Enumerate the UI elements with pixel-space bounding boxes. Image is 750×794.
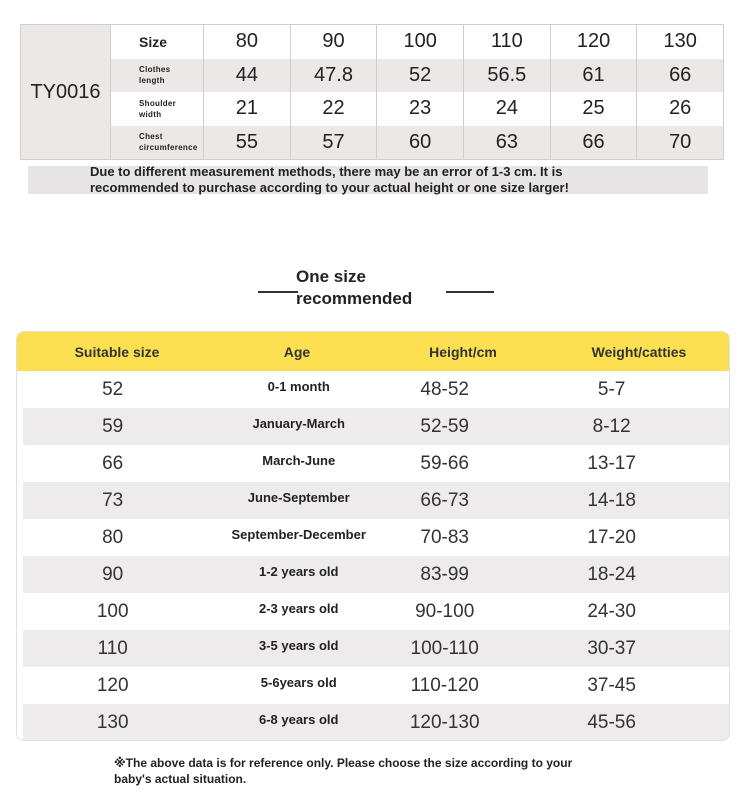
size-chart-cell: 63	[464, 126, 551, 160]
size-cell: 90	[102, 563, 124, 585]
column-header-weight: Weight/catties	[591, 343, 687, 360]
size-chart-cell: 44	[204, 59, 291, 93]
size-chart-header-cell: 80	[204, 25, 291, 59]
weight-cell: 8-12	[592, 415, 631, 437]
label-line: length	[139, 76, 165, 86]
age-cell: September-December	[231, 527, 366, 542]
heading-divider-right	[446, 291, 494, 293]
notice-line: Due to different measurement methods, there may be an error of 1-3 cm. It is	[90, 164, 563, 179]
weight-cell: 17-20	[587, 526, 636, 548]
age-cell: January-March	[252, 416, 345, 431]
age-cell: 2-3 years old	[258, 601, 339, 616]
size-cell: 120	[96, 674, 129, 696]
age-cell: June-September	[247, 490, 350, 505]
size-cell: 66	[102, 452, 124, 474]
size-chart-row-chest-circumference	[111, 126, 723, 160]
size-chart-cell: 57	[291, 126, 378, 160]
size-chart-row-label	[111, 126, 204, 160]
height-cell: 90-100	[415, 600, 475, 622]
age-cell: 6-8 years old	[258, 712, 339, 727]
size-chart-cell: 25	[551, 92, 638, 126]
label-line: width	[139, 109, 162, 119]
table-row	[23, 445, 729, 482]
column-header-age: Age	[283, 343, 311, 360]
size-chart-header-cell: 110	[464, 25, 551, 59]
heading-line: One size	[296, 267, 366, 286]
height-cell: 70-83	[420, 526, 469, 548]
size-cell: 59	[102, 415, 124, 437]
height-cell: 83-99	[420, 563, 469, 585]
weight-cell: 5-7	[597, 378, 626, 400]
table-row	[23, 556, 729, 593]
size-chart-cell: 56.5	[464, 59, 551, 93]
weight-cell: 13-17	[587, 452, 636, 474]
label-line: circumference	[139, 143, 198, 153]
column-header-suitable-size: Suitable size	[74, 343, 160, 360]
weight-cell: 37-45	[587, 674, 636, 696]
size-chart-header-cell: 120	[551, 25, 638, 59]
size-chart-cell: 26	[669, 97, 692, 120]
footnote-line: baby's actual situation.	[114, 772, 247, 786]
age-cell: 3-5 years old	[258, 638, 339, 653]
size-cell: 80	[102, 526, 124, 548]
size-chart-cell: 61	[551, 59, 638, 93]
size-chart-cell: 55	[204, 126, 291, 160]
recommendation-table	[16, 331, 730, 741]
height-cell: 110-120	[410, 674, 479, 696]
table-row	[23, 704, 729, 741]
size-cell: 73	[102, 489, 124, 511]
measurement-notice	[90, 164, 690, 196]
table-body	[23, 371, 729, 741]
size-chart-header-row	[111, 25, 723, 59]
size-chart-row-shoulder-width	[111, 92, 723, 126]
height-cell: 66-73	[420, 489, 469, 511]
weight-cell: 24-30	[587, 600, 636, 622]
table-row	[23, 630, 729, 667]
size-chart-cell: 22	[291, 92, 378, 126]
height-cell: 52-59	[420, 415, 469, 437]
size-chart-grid	[111, 25, 723, 159]
column-header-height: Height/cm	[429, 343, 497, 360]
label-line: Clothes	[139, 65, 171, 75]
size-chart-cell: 21	[204, 92, 291, 126]
size-chart	[20, 24, 724, 160]
notice-line: recommended to purchase according to your actual height or one size larger!	[90, 180, 569, 195]
size-chart-cell: 23	[377, 92, 464, 126]
weight-cell: 30-37	[587, 637, 636, 659]
heading-line: recommended	[296, 289, 413, 308]
size-chart-header-label: Size	[111, 25, 204, 59]
age-cell: 5-6years old	[260, 675, 337, 690]
size-chart-row-clothes-length	[111, 59, 723, 93]
size-chart-header-cell: 130	[663, 30, 697, 53]
height-cell: 100-110	[410, 637, 479, 659]
size-chart-cell: 24	[464, 92, 551, 126]
size-chart-header-cell: 90	[291, 25, 378, 59]
table-row	[23, 519, 729, 556]
size-cell: 110	[97, 637, 128, 659]
size-chart-cell: 66	[551, 126, 638, 160]
footnote	[114, 755, 674, 787]
weight-cell: 45-56	[587, 711, 636, 733]
heading-divider-left	[258, 291, 298, 293]
section-heading	[296, 266, 446, 310]
size-chart-cell: 47.8	[291, 59, 378, 93]
size-chart-row-label	[111, 92, 204, 126]
size-chart-row-label	[111, 59, 204, 93]
size-chart-cell: 70	[669, 130, 692, 153]
weight-cell: 18-24	[587, 563, 636, 585]
table-row	[23, 408, 729, 445]
age-cell: 0-1 month	[267, 379, 330, 394]
table-header	[17, 332, 729, 371]
size-chart-cell: 52	[377, 59, 464, 93]
height-cell: 59-66	[420, 452, 469, 474]
table-row	[23, 593, 729, 630]
size-cell: 130	[96, 711, 129, 733]
size-chart-cell: 66	[669, 63, 692, 86]
model-number: TY0016	[21, 25, 111, 159]
table-row	[23, 371, 729, 408]
size-chart-cell: 60	[377, 126, 464, 160]
size-chart-header-cell: 100	[377, 25, 464, 59]
label-line: Shoulder	[139, 98, 177, 108]
size-cell: 100	[96, 600, 129, 622]
height-cell: 48-52	[420, 378, 469, 400]
footnote-line: ※The above data is for reference only. Please choose the size according to your	[114, 756, 573, 770]
weight-cell: 14-18	[587, 489, 636, 511]
label-line: Chest	[139, 132, 163, 142]
size-cell: 52	[102, 378, 124, 400]
age-cell: 1-2 years old	[258, 564, 339, 579]
height-cell: 120-130	[409, 711, 480, 733]
age-cell: March-June	[262, 453, 336, 468]
table-row	[23, 482, 729, 519]
table-row	[23, 667, 729, 704]
